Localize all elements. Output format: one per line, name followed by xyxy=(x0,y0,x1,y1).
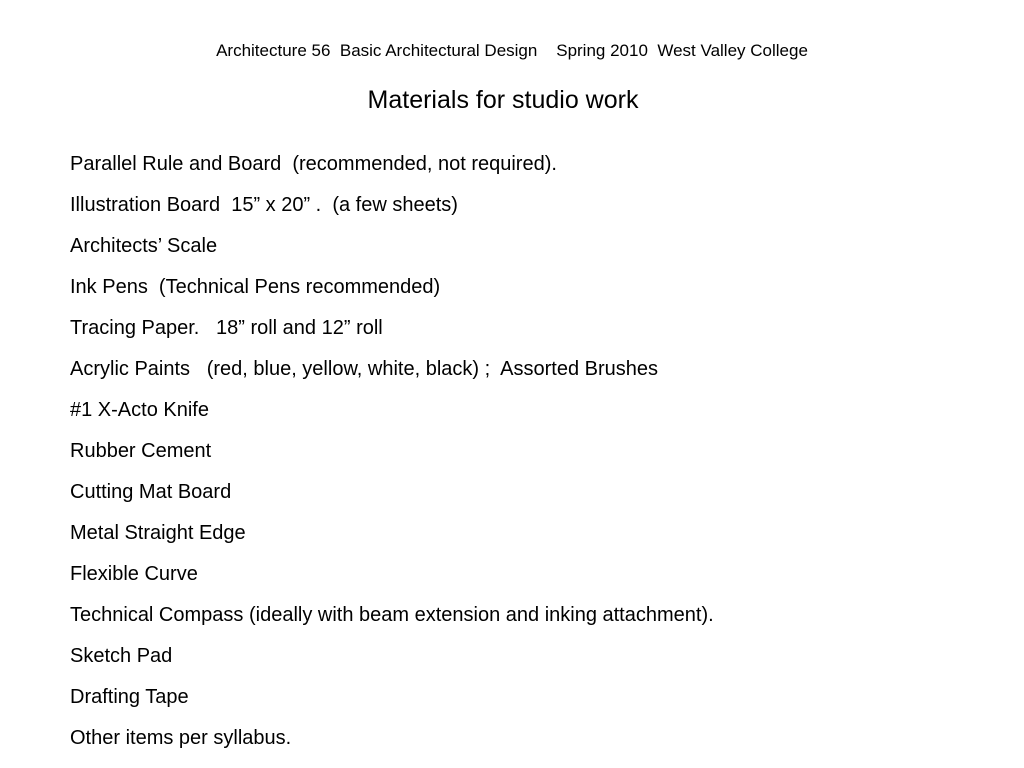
list-item: #1 X-Acto Knife xyxy=(70,399,209,421)
list-item: Cutting Mat Board xyxy=(70,481,232,503)
list-item: Sketch Pad xyxy=(70,645,173,667)
list-item: Illustration Board 15” x 20” . (a few sheets) xyxy=(70,194,458,216)
list-item: Rubber Cement xyxy=(70,440,212,462)
list-item: Drafting Tape xyxy=(70,686,189,708)
list-item: Tracing Paper. 18” roll and 12” roll xyxy=(70,317,383,339)
list-item: Other items per syllabus. xyxy=(70,727,292,749)
list-item: Ink Pens (Technical Pens recommended) xyxy=(70,276,441,298)
list-item: Flexible Curve xyxy=(70,563,198,585)
list-item: Metal Straight Edge xyxy=(70,522,246,544)
materials-list xyxy=(70,150,714,765)
list-item: Technical Compass (ideally with beam extension and inking attachment). xyxy=(70,604,714,626)
page-title: Materials for studio work xyxy=(367,86,639,114)
list-item: Acrylic Paints (red, blue, yellow, white, black) ; Assorted Brushes xyxy=(70,358,659,380)
list-item: Parallel Rule and Board (recommended, not required). xyxy=(70,153,557,175)
list-item: Architects’ Scale xyxy=(70,235,218,257)
course-header: Architecture 56 Basic Architectural Design Spring 2010 West Valley College xyxy=(216,41,808,60)
